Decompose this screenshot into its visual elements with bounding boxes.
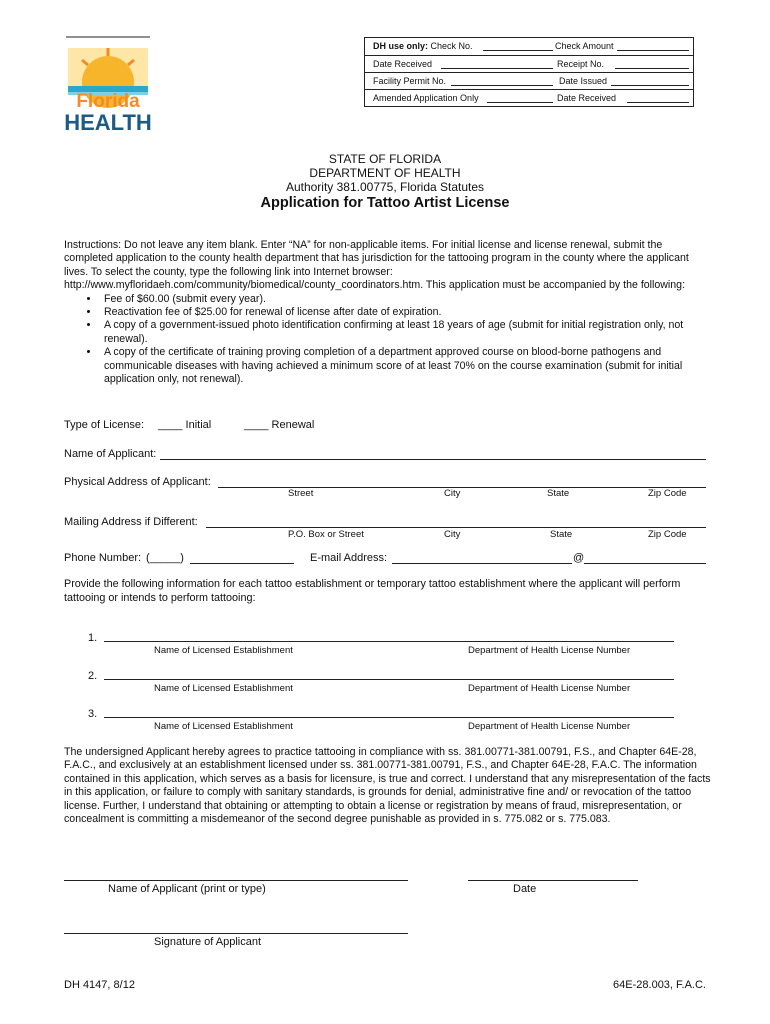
establishment-name-caption: Name of Licensed Establishment: [154, 721, 293, 732]
applicant-print-name-field[interactable]: [64, 880, 408, 881]
license-initial-option[interactable]: ____ Initial: [158, 419, 212, 431]
mailing-state-caption: State: [550, 529, 573, 540]
check-no-label: Check No.: [430, 41, 473, 51]
office-row-check: [365, 38, 693, 55]
facility-permit-label: Facility Permit No.: [373, 76, 447, 86]
requirement-item: • A copy of the certificate of training proving completion of a department approved course on blood-borne pathogens and communicable diseases with having achieved a minimum score of at least 70% on the course examination (submit for initial application only, not renewal).: [100, 346, 714, 386]
establishment-name-caption: Name of Licensed Establishment: [154, 645, 293, 656]
email-user-field[interactable]: [392, 563, 572, 564]
date-received-2-label: Date Received: [557, 93, 617, 103]
rule-citation: 64E-28.003, F.A.C.: [613, 979, 706, 991]
applicant-name-field[interactable]: [160, 459, 706, 460]
instructions-paragraph: Instructions: Do not leave any item blank. Enter “NA” for non-applicable items. For initial license and license renewal, submit the completed application to the county health department that has jurisdiction for the tattooing program in the county where the applicant lives. To select the county, type the following link into Internet browser: http://www.myfloridaeh.com/community/biomedical/county_coordinators.htm. This application must be accompanied by the following:: [64, 239, 689, 292]
phone-area-code[interactable]: (_____): [146, 552, 184, 564]
dh-use-only-label: DH use only:: [373, 41, 429, 51]
signature-caption: Signature of Applicant: [154, 936, 262, 948]
office-row-date: [365, 55, 693, 73]
phone-field[interactable]: [190, 563, 294, 564]
establishments-intro: Provide the following information for each tattoo establishment or temporary tattoo establishment where the applicant will perform tattooing or intends to perform tattooing:: [64, 578, 681, 604]
receipt-no-field[interactable]: [615, 68, 689, 69]
city-caption: City: [444, 488, 461, 499]
form-number: DH 4147, 8/12: [64, 979, 135, 991]
requirement-item: • Fee of $60.00 (submit every year).: [100, 293, 714, 306]
department-line: DEPARTMENT OF HEALTH: [309, 166, 461, 180]
mailing-zip-caption: Zip Code: [648, 529, 687, 540]
signature-field[interactable]: [64, 933, 408, 934]
date-received-label: Date Received: [373, 59, 433, 69]
facility-permit-field[interactable]: [451, 85, 553, 86]
email-label: E-mail Address:: [310, 552, 388, 564]
date-field[interactable]: [468, 880, 638, 881]
logo-health-text: HEALTH: [64, 110, 152, 134]
zip-caption: Zip Code: [648, 488, 687, 499]
logo-florida-text: Florida: [76, 91, 140, 112]
establishment-1-field[interactable]: [104, 641, 674, 642]
establishment-3-field[interactable]: [104, 717, 674, 718]
establishment-name-caption: Name of Licensed Establishment: [154, 683, 293, 694]
agency-header: [0, 152, 770, 194]
phone-label: Phone Number:: [64, 552, 142, 564]
requirement-item: • A copy of a government-issued photo identification confirming at least 18 years of age (submit for initial registration only, not renewal).: [100, 319, 714, 346]
state-line: STATE OF FLORIDA: [328, 152, 442, 166]
print-name-caption: Name of Applicant (print or type): [108, 883, 266, 895]
license-type-label: Type of License:: [64, 419, 145, 431]
state-caption: State: [547, 488, 570, 499]
form-title: Application for Tattoo Artist License: [260, 195, 510, 211]
establishment-2-field[interactable]: [104, 679, 674, 680]
license-number-caption: Department of Health License Number: [468, 683, 631, 694]
amended-only-label: Amended Application Only: [373, 93, 479, 103]
authority-line: Authority 381.00775, Florida Statutes: [285, 180, 485, 194]
license-number-caption: Department of Health License Number: [468, 721, 631, 732]
office-use-box: [364, 37, 694, 107]
date-received-field[interactable]: [441, 68, 553, 69]
date-issued-field[interactable]: [611, 85, 689, 86]
check-amount-field[interactable]: [617, 50, 689, 51]
affirmation-paragraph: The undersigned Applicant hereby agrees to practice tattooing in compliance with ss. 381.00771-381.00791, F.S., and Chapter 64E-28, F.A.C., and exclusively at an establishment licensed under ss. 381.00771-381.00791, F.S., and Chapter 64E-28, F.A.C. The information contained in this application, which serves as a basis for licensure, is true and correct. I understand that any misrepresentation of the facts in this application, or failure to comply with sanitary standards, is grounds for denial, administrative fine and/ or revocation of the tattoo license. Further, I understand that obtaining or attempting to obtain a license or registration by means of fraud, misrepresentation, or concealment is committing a misdemeanor of the second degree punishable as provided in s. 775.082 or s. 775.083.: [64, 746, 711, 826]
establishment-number: 2.: [88, 670, 98, 682]
license-renewal-option[interactable]: ____ Renewal: [244, 419, 315, 431]
physical-address-label: Physical Address of Applicant:: [64, 476, 211, 488]
applicant-name-label: Name of Applicant:: [64, 448, 157, 460]
establishment-number: 3.: [88, 708, 98, 720]
check-amount-label: Check Amount: [555, 41, 614, 51]
check-no-field[interactable]: [483, 50, 553, 51]
requirements-list: [64, 293, 714, 387]
mailing-address-label: Mailing Address if Different:: [64, 516, 198, 528]
mailing-city-caption: City: [444, 529, 461, 540]
license-number-caption: Department of Health License Number: [468, 645, 631, 656]
requirement-item: • Reactivation fee of $25.00 for renewal of license after date of expiration.: [100, 306, 714, 319]
email-domain-field[interactable]: [584, 563, 706, 564]
street-caption: Street: [288, 488, 314, 499]
office-row-amended: [365, 89, 693, 107]
amended-field[interactable]: [487, 102, 553, 103]
receipt-no-label: Receipt No.: [557, 59, 605, 69]
florida-health-logo: [64, 36, 152, 134]
instructions-block: [64, 239, 714, 386]
date-caption: Date: [513, 883, 537, 895]
po-box-caption: P.O. Box or Street: [288, 529, 364, 540]
establishment-number: 1.: [88, 632, 98, 644]
date-received-2-field[interactable]: [627, 102, 689, 103]
email-at-sign: @: [573, 552, 585, 564]
date-issued-label: Date Issued: [559, 76, 608, 86]
office-row-permit: [365, 72, 693, 90]
